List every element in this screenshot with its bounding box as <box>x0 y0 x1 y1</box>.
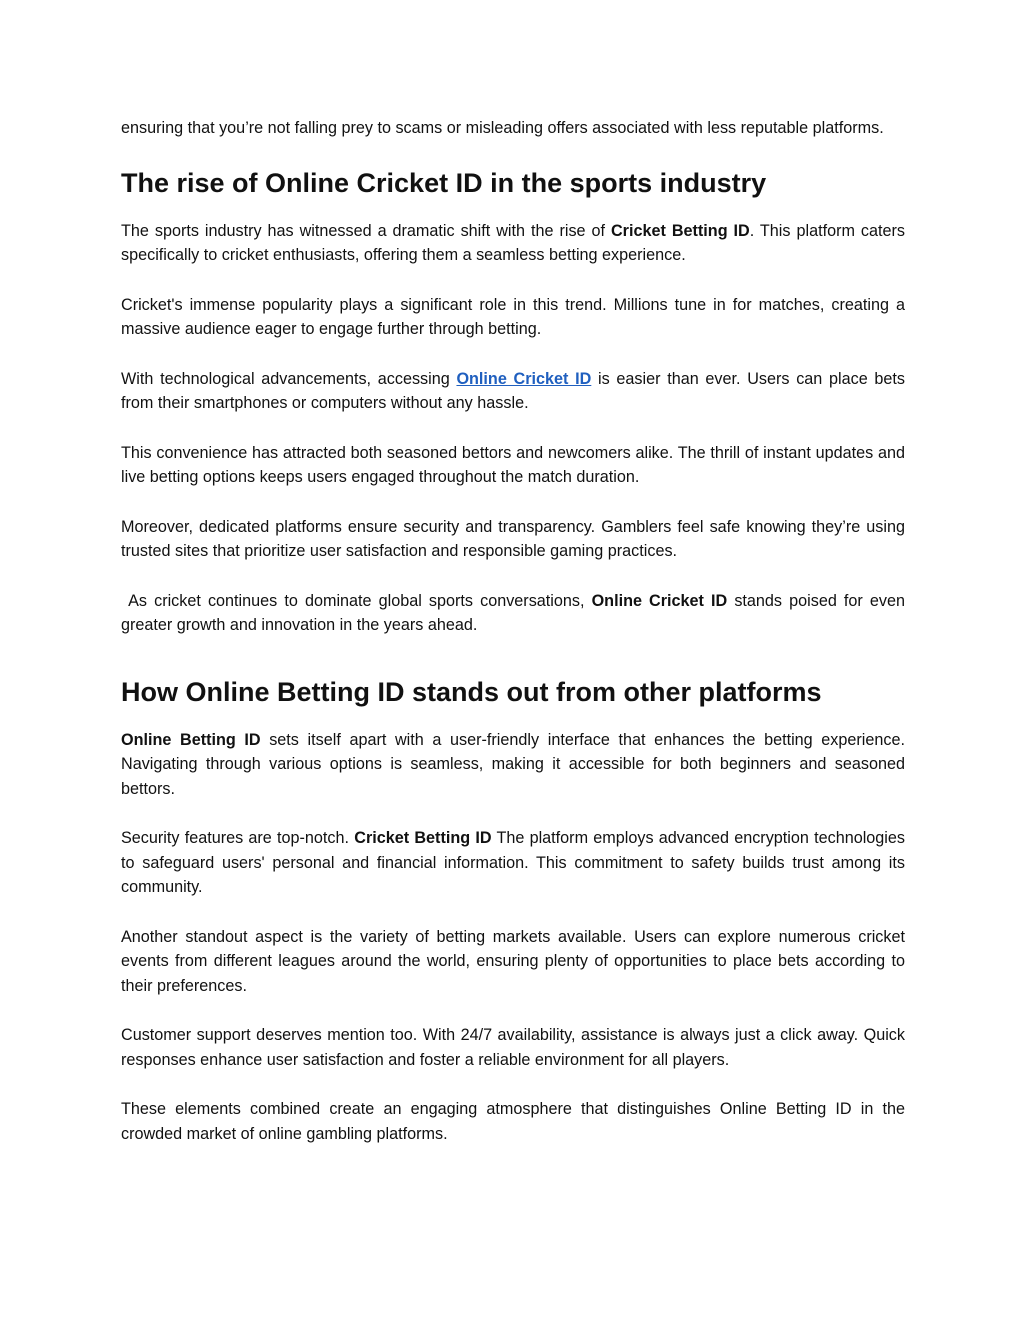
document-page <box>121 116 905 1146</box>
section1-paragraph-1 <box>121 219 905 268</box>
section2-paragraph-1 <box>121 728 905 802</box>
section1-p1-after: . This platform caters specifically to cricket enthusiasts, offering them a seamless betting experience. <box>121 221 905 264</box>
section1-paragraph-4 <box>121 441 905 490</box>
section1-heading: The rise of Online Cricket ID in the sports industry <box>121 167 767 198</box>
intro-paragraph <box>121 116 905 141</box>
section1-p4-text: This convenience has attracted both seasoned bettors and newcomers alike. The thrill of instant updates and live betting options keeps users engaged throughout the match duration. <box>121 443 905 486</box>
section1-p2-text: Cricket's immense popularity plays a significant role in this trend. Millions tune in for matches, creating a massive audience eager to engage further through betting. <box>121 295 905 338</box>
section2-p3-text: Another standout aspect is the variety of betting markets available. Users can explore numerous cricket events from different leagues around the world, ensuring plenty of opportunities to place bets according to their preferences. <box>121 927 905 995</box>
section1-paragraph-5 <box>121 515 905 564</box>
section1-p1-before: The sports industry has witnessed a dramatic shift with the rise of <box>121 221 611 240</box>
section1-paragraph-3 <box>121 367 905 416</box>
section2-p1-bold: Online Betting ID <box>121 730 261 749</box>
section2-p1-after: sets itself apart with a user-friendly interface that enhances the betting experience. Navigating through various options is seamless, making it accessible for both beginners and seasoned bettors. <box>121 730 905 798</box>
section2-p2-after: The platform employs advanced encryption technologies to safeguard users' personal and financial information. This commitment to safety builds trust among its community. <box>121 829 906 896</box>
section1-paragraph-6 <box>121 589 905 638</box>
section2-p5-text: These elements combined create an engaging atmosphere that distinguishes Online Betting ID in the crowded market of online gambling platforms. <box>121 1100 905 1143</box>
section2-paragraph-2 <box>121 826 905 900</box>
section2-paragraph-4 <box>121 1023 905 1072</box>
section2-heading: How Online Betting ID stands out from other platforms <box>121 676 822 707</box>
section1-paragraph-2 <box>121 293 905 342</box>
section1-p3-after: is easier than ever. Users can place bets from their smartphones or computers without any hassle. <box>121 369 905 412</box>
section2-paragraph-3 <box>121 925 905 999</box>
section1-p6-bold: Online Cricket ID <box>591 591 728 610</box>
section1-p3-before: With technological advancements, accessing <box>121 369 457 388</box>
online-cricket-id-link[interactable]: Online Cricket ID <box>456 369 592 388</box>
section1-p6-before: As cricket continues to dominate global sports conversations, <box>121 591 592 610</box>
intro-text: ensuring that you’re not falling prey to scams or misleading offers associated with less reputable platforms. <box>121 119 884 137</box>
section1-p1-bold: Cricket Betting ID <box>610 221 750 240</box>
section2-p2-before: Security features are top-notch. <box>121 829 355 847</box>
section2-p4-text: Customer support deserves mention too. With 24/7 availability, assistance is always just a click away. Quick responses enhance user satisfaction and foster a reliable environment for all players. <box>121 1026 905 1069</box>
section1-p5-text: Moreover, dedicated platforms ensure security and transparency. Gamblers feel safe knowing they’re using trusted sites that prioritize user satisfaction and responsible gaming practices. <box>121 517 905 560</box>
section1-p6-after: stands poised for even greater growth and innovation in the years ahead. <box>121 591 906 634</box>
section2-paragraph-5 <box>121 1097 905 1146</box>
section2-p2-bold: Cricket Betting ID <box>354 829 492 847</box>
